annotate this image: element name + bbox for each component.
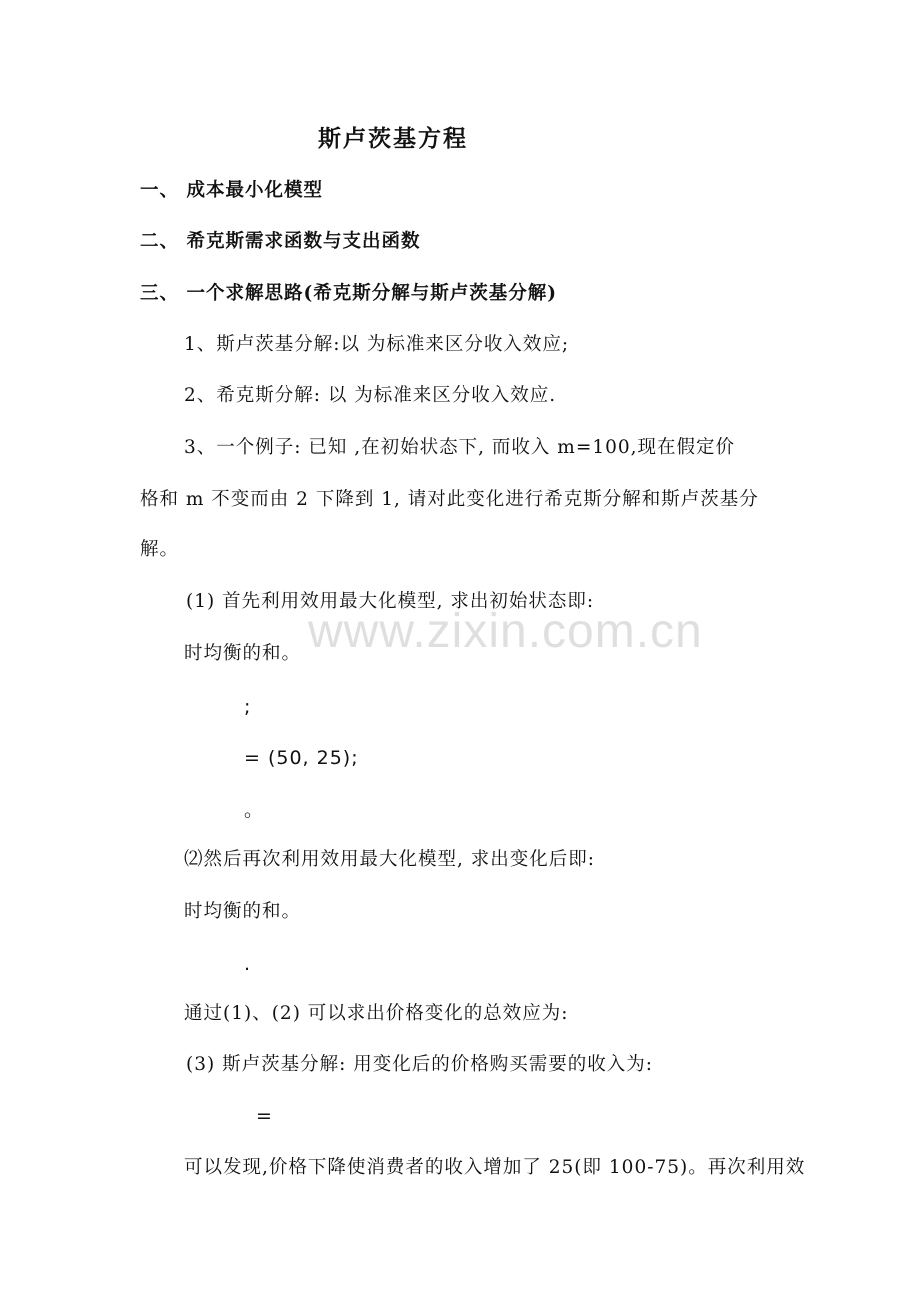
step-2-b: 时均衡的和。 bbox=[184, 901, 302, 922]
item-3-end: 解。 bbox=[140, 539, 180, 560]
page-title: 斯卢茨基方程 bbox=[318, 125, 468, 152]
heading-1: 一、 成本最小化模型 bbox=[140, 180, 323, 201]
math-line-5: = bbox=[256, 1105, 273, 1127]
step-2: ⑵然后再次利用效用最大化模型, 求出变化后即: bbox=[184, 849, 595, 870]
step-3: (3) 斯卢茨基分解: 用变化后的价格购买需要的收入为: bbox=[186, 1054, 653, 1075]
conclusion-line: 可以发现,价格下降使消费者的收入增加了 25(即 100-75)。再次利用效 bbox=[184, 1157, 806, 1178]
math-line-2: = (50, 25); bbox=[244, 747, 359, 769]
watermark: www.zixin.com.cn bbox=[308, 605, 703, 658]
math-line-1: ; bbox=[244, 696, 252, 718]
heading-2: 二、 希克斯需求函数与支出函数 bbox=[140, 231, 421, 252]
math-line-4: . bbox=[244, 953, 252, 975]
item-1: 1、斯卢茨基分解:以 为标准来区分收入效应; bbox=[184, 334, 570, 355]
heading-3: 三、 一个求解思路(希克斯分解与斯卢茨基分解) bbox=[140, 283, 557, 304]
step-1: (1) 首先利用效用最大化模型, 求出初始状态即: bbox=[186, 591, 595, 612]
item-2: 2、希克斯分解: 以 为标准来区分收入效应. bbox=[184, 385, 557, 406]
item-3-cont: 格和 m 不变而由 2 下降到 1, 请对此变化进行希克斯分解和斯卢茨基分 bbox=[140, 489, 759, 510]
step-1-b: 时均衡的和。 bbox=[184, 643, 302, 664]
item-3: 3、一个例子: 已知 ,在初始状态下, 而收入 m=100,现在假定价 bbox=[184, 437, 736, 458]
total-effect-line: 通过(1)、(2) 可以求出价格变化的总效应为: bbox=[184, 1003, 569, 1024]
math-line-3: 。 bbox=[244, 799, 265, 821]
